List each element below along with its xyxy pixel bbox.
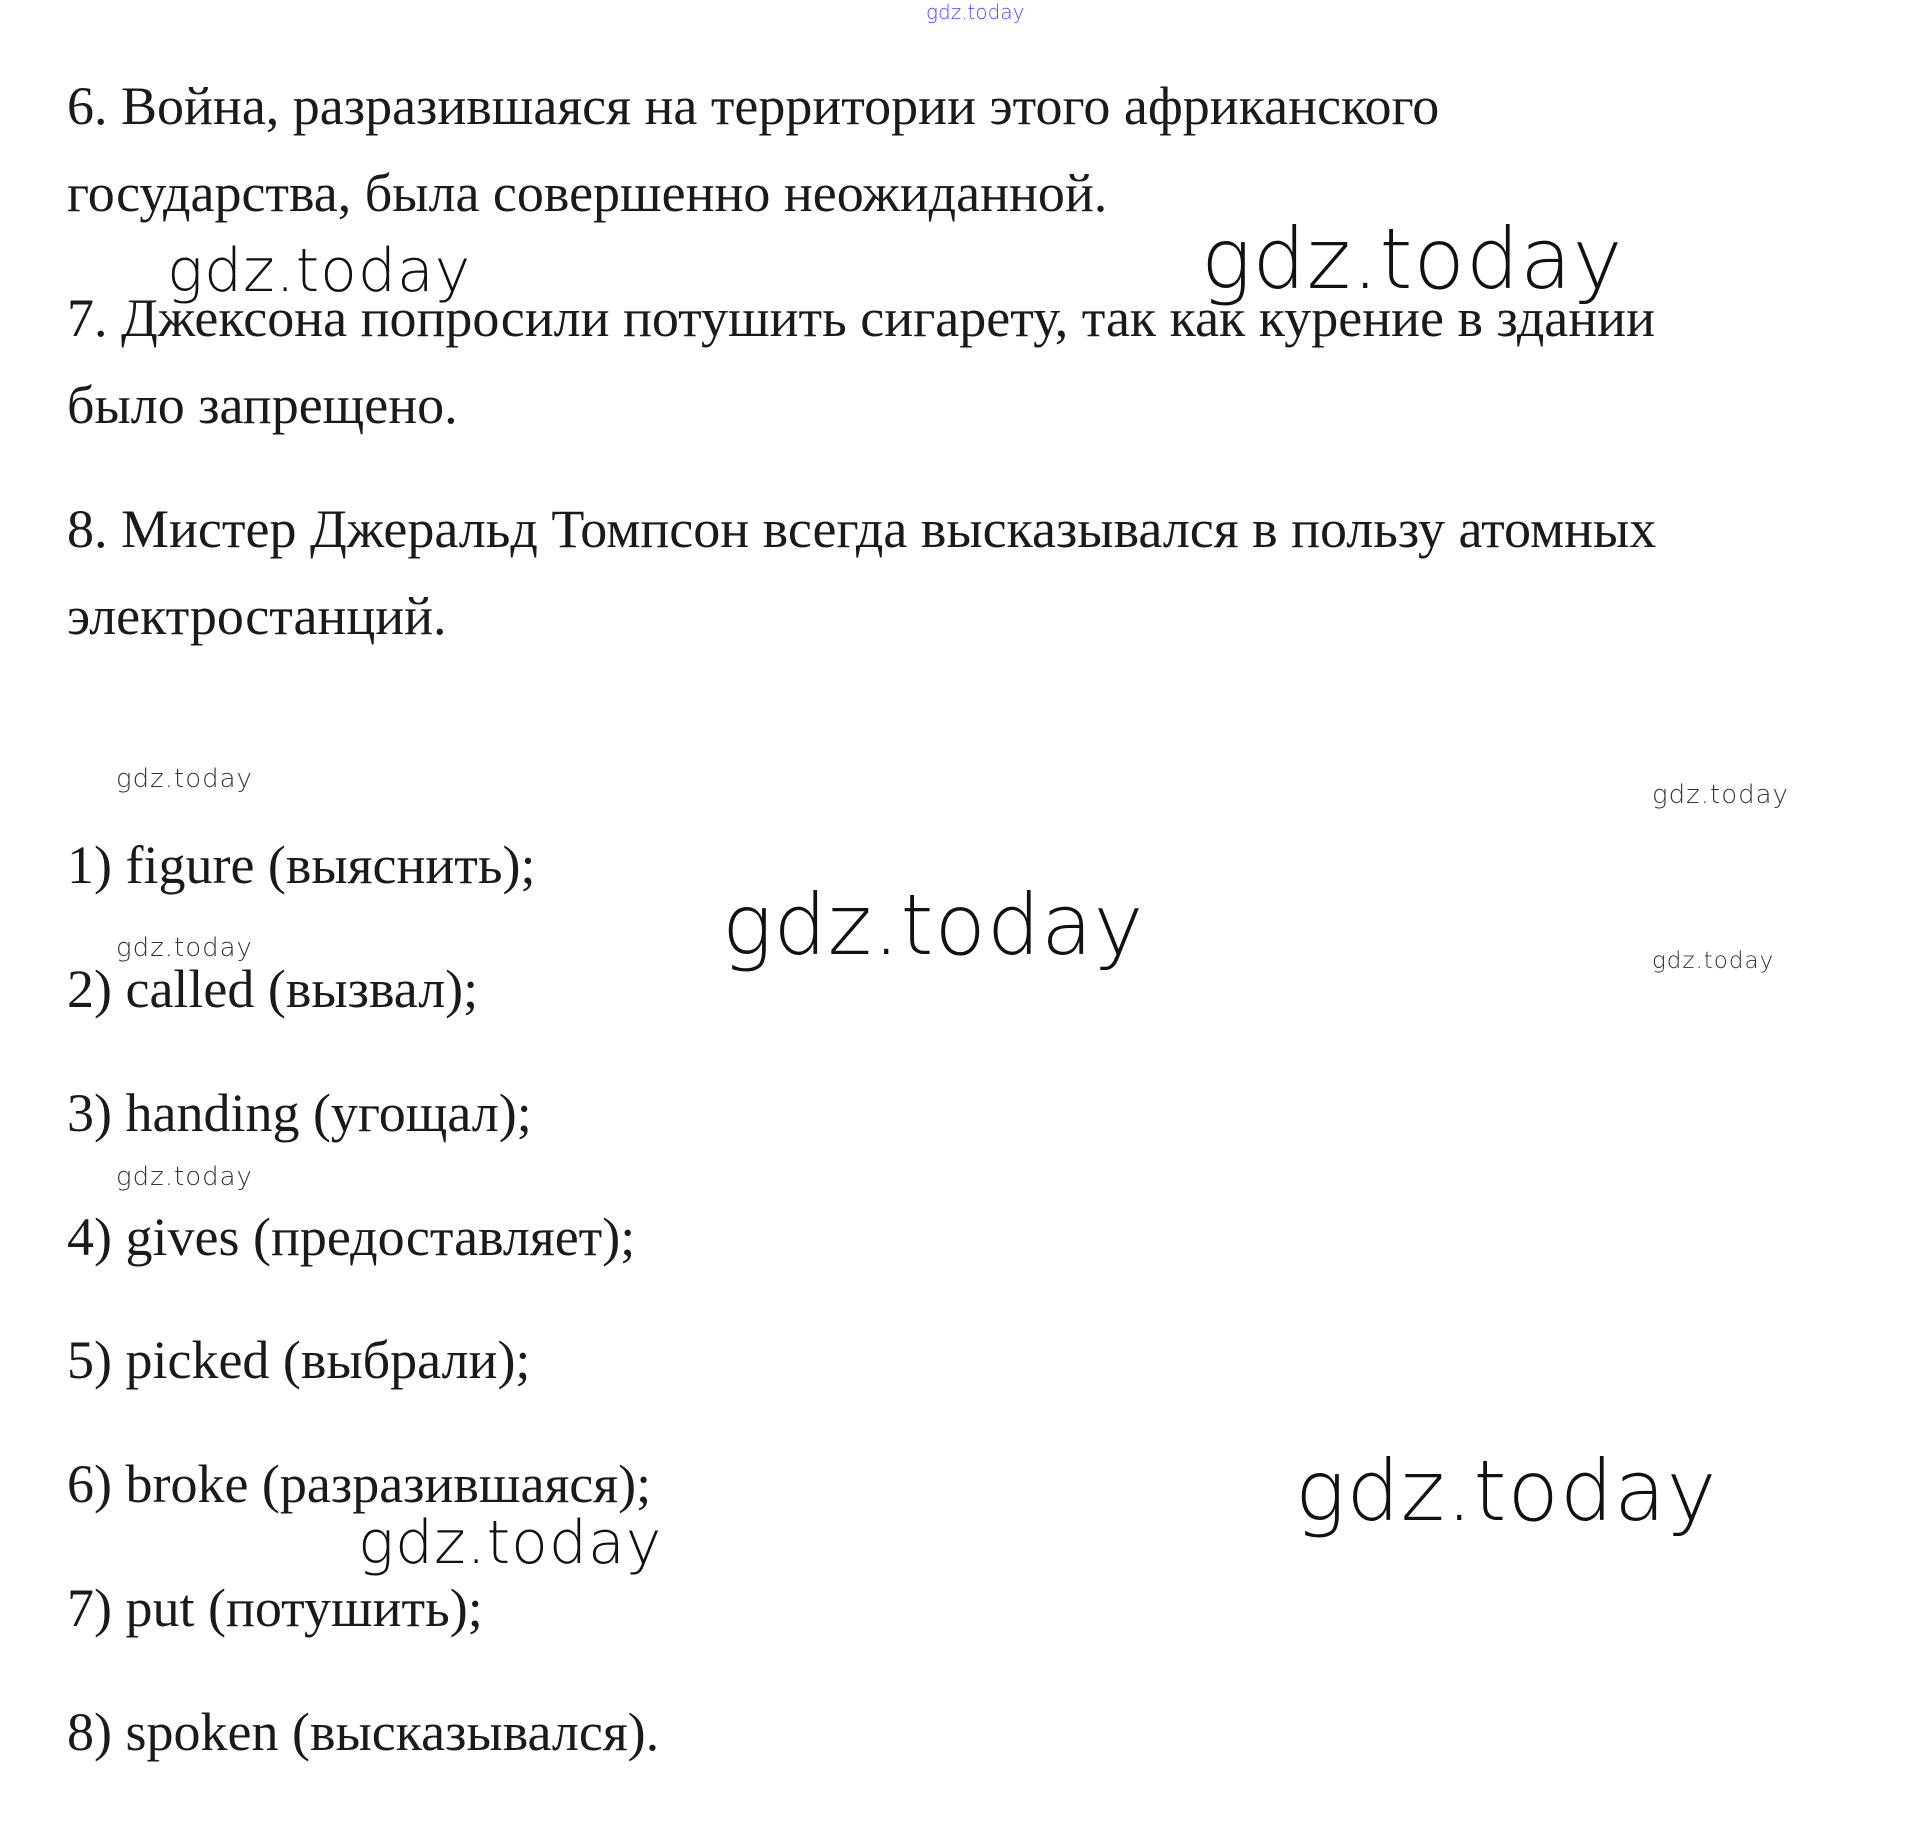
watermark: gdz.today <box>1201 210 1624 308</box>
watermark: gdz.today <box>722 876 1145 974</box>
watermark-top: gdz.today <box>926 0 1025 24</box>
watermark: gdz.today <box>116 933 253 963</box>
watermark: gdz.today <box>116 764 253 794</box>
watermark: gdz.today <box>116 1162 253 1192</box>
answer-item-7: 7) put (потушить); <box>67 1578 483 1638</box>
sentence-6-line-1: 6. Война, разразившаяся на территории этого африканского <box>67 76 1440 136</box>
answer-item-8: 8) spoken (высказывался). <box>67 1702 660 1762</box>
sentence-8-line-2: электростанций. <box>67 586 447 646</box>
answer-item-5: 5) picked (выбрали); <box>67 1330 531 1390</box>
answer-item-1: 1) figure (выяснить); <box>67 835 536 895</box>
sentence-7-line-2: было запрещено. <box>67 375 458 435</box>
sentence-6-line-2: государства, была совершенно неожиданной. <box>67 163 1108 223</box>
answer-item-3: 3) handing (угощал); <box>67 1083 532 1143</box>
watermark: gdz.today <box>1652 780 1789 810</box>
answer-item-2: 2) called (вызвал); <box>67 959 479 1019</box>
watermark: gdz.today <box>167 236 472 306</box>
answer-item-6: 6) broke (разразившаяся); <box>67 1454 652 1514</box>
watermark: gdz.today <box>358 1508 663 1578</box>
sentence-8-line-1: 8. Мистер Джеральд Томпсон всегда высказывался в пользу атомных <box>67 499 1657 559</box>
answer-item-4: 4) gives (предоставляет); <box>67 1207 636 1267</box>
sentence-7-line-1: 7. Джексона попросили потушить сигарету, так как курение в здании <box>67 288 1655 348</box>
watermark: gdz.today <box>1295 1442 1718 1540</box>
watermark: gdz.today <box>1652 948 1775 974</box>
